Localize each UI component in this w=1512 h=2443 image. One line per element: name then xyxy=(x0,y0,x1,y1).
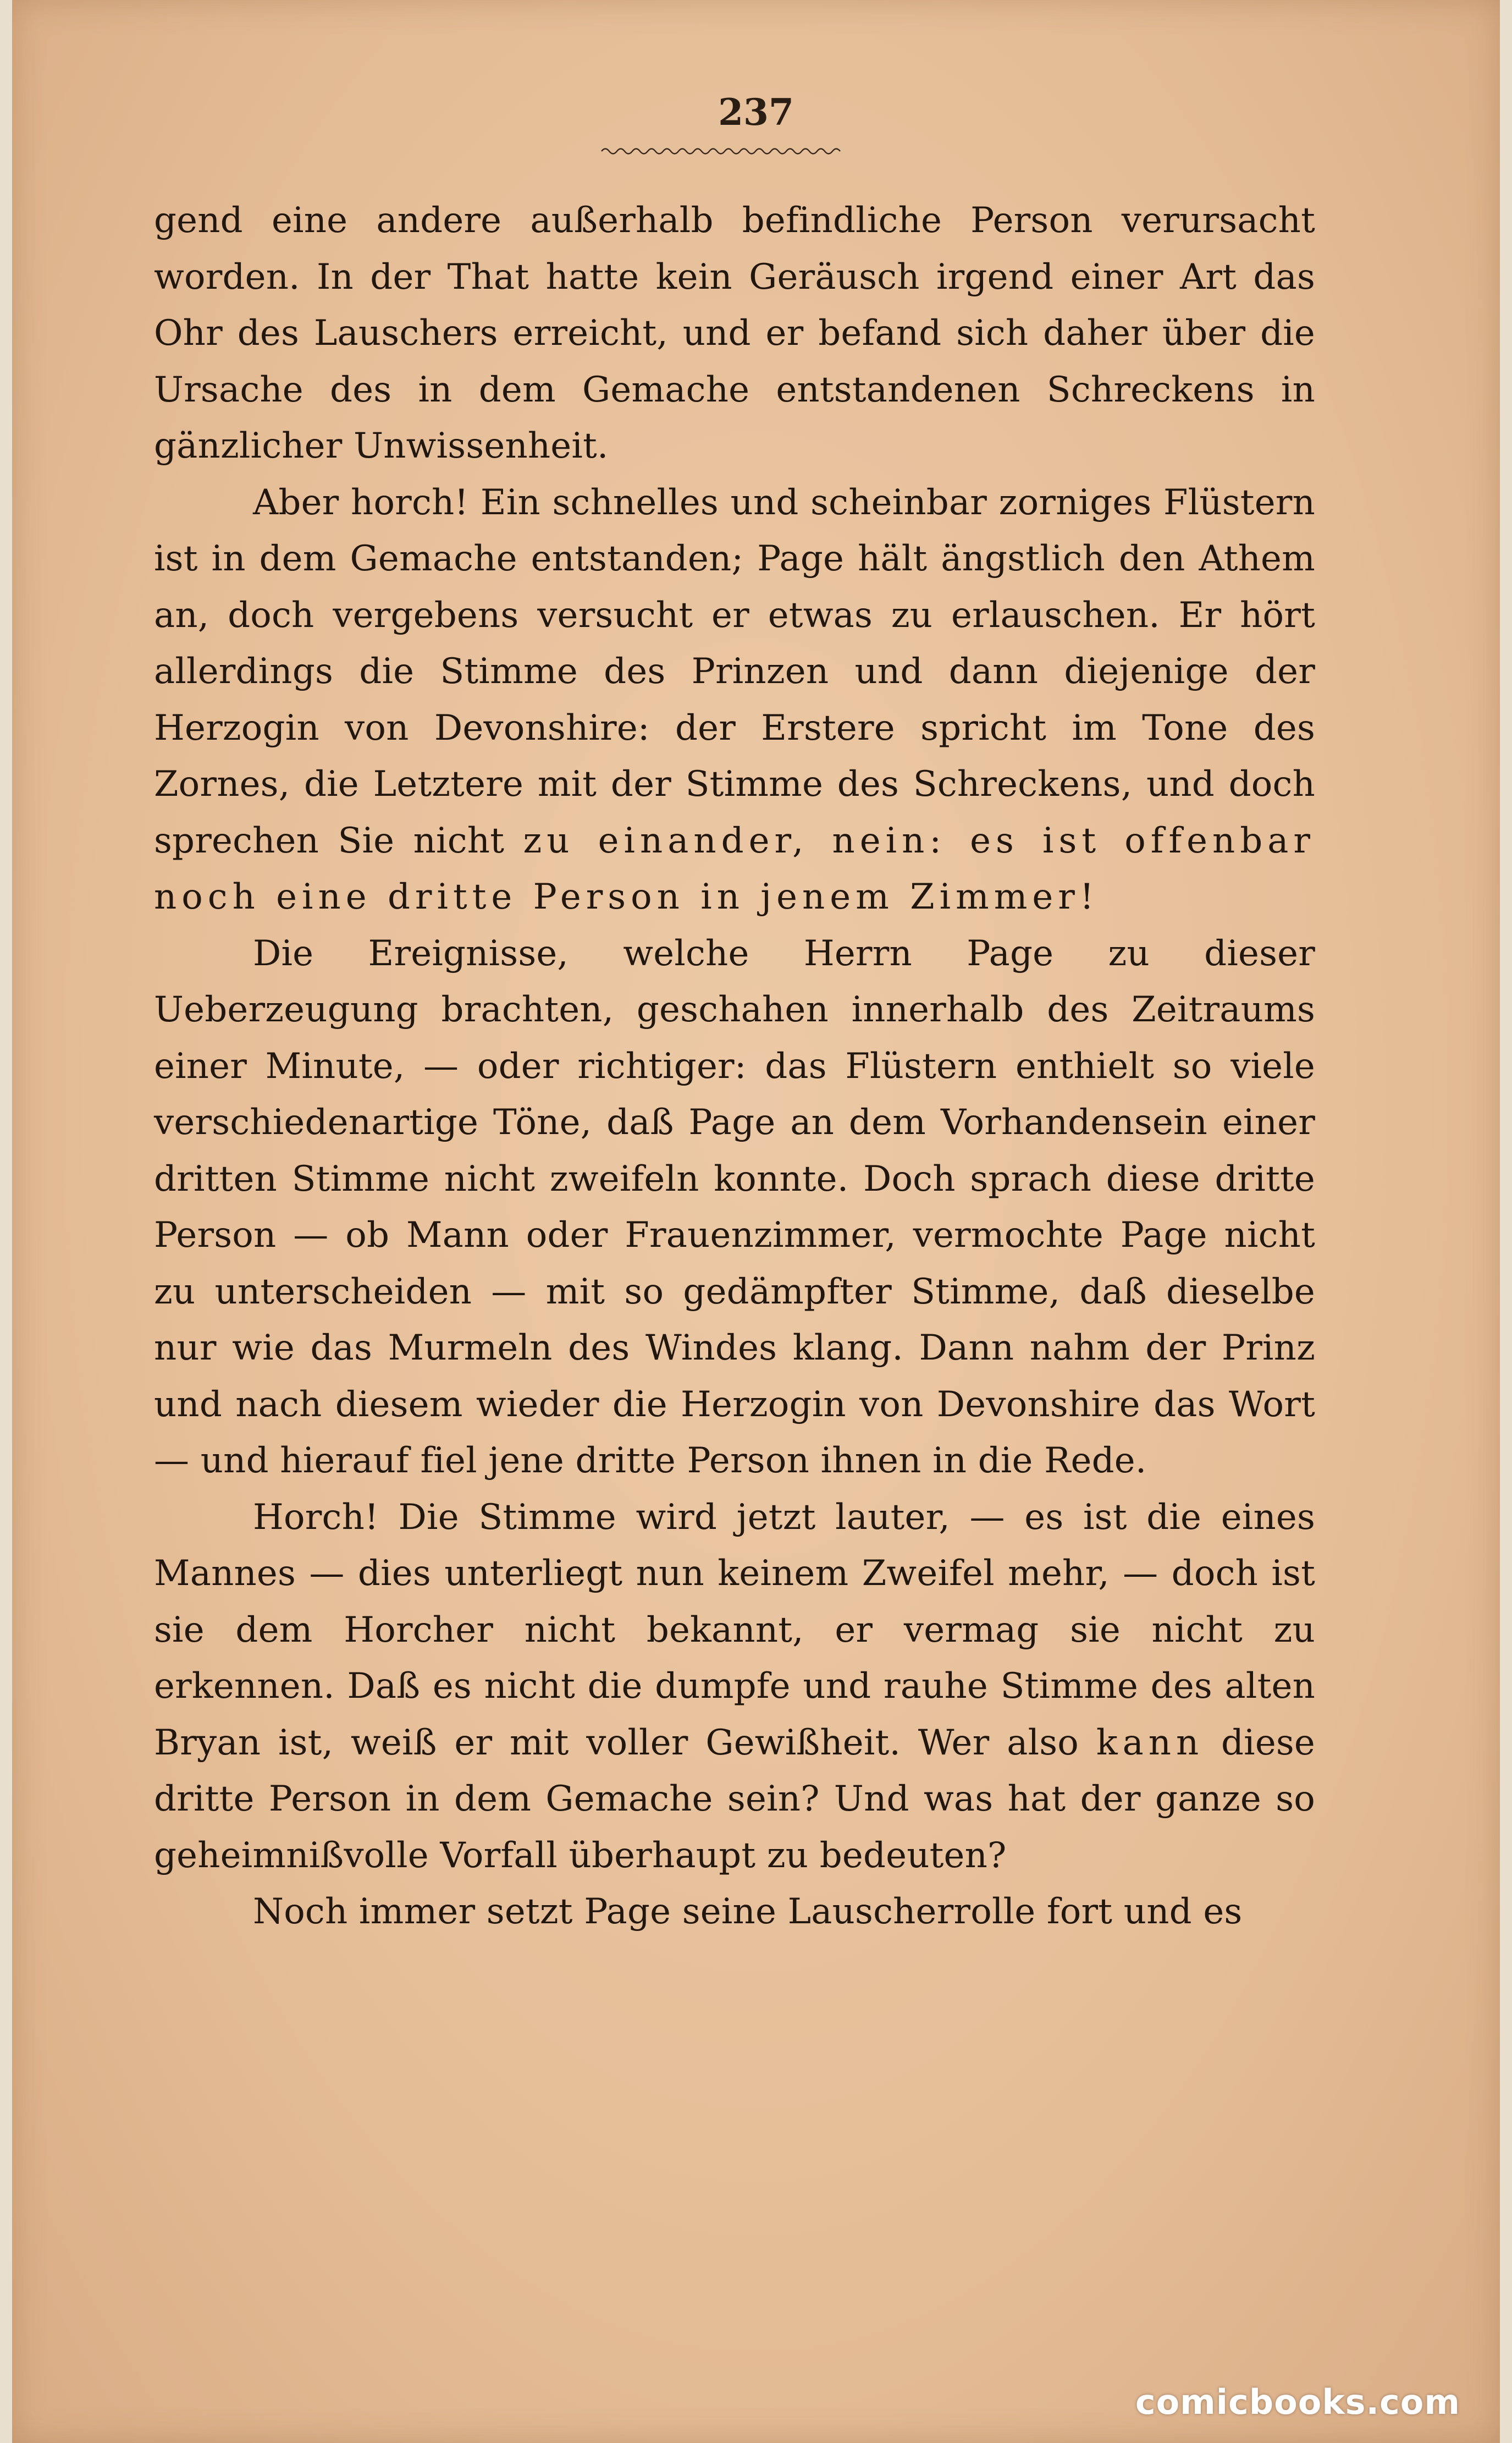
paragraph-text: Die Ereignisse, welche Herrn Page zu dieser Ueberzeugung brachten, geschahen innerhalb des Zeitraums einer Minute, — oder richtiger: das Flüstern enthielt so viele verschiedenartige Töne, daß Page an dem Vorhandensein einer dritten Stimme nicht zweifeln konnte. Doch sprach diese dritte Person — ob Mann oder Frauenzimmer, vermochte Page nicht zu unterscheiden — mit so gedämpfter Stimme, daß dieselbe nur wie das Murmeln des Windes klang. Dann nahm der Prinz und nach diesem wieder die Herzogin von Devonshire das Wort — und hierauf fiel jene dritte Person ihnen in die Rede. xyxy=(154,933,1315,1481)
paragraph-text: gend eine andere außerhalb befindliche Person verursacht worden. In der That hatte kein Geräusch irgend einer Art das Ohr des Lauschers erreicht, und er befand sich daher über die Ursache des in dem Gemache entstandenen Schreckens in gänzlicher Unwissenheit. xyxy=(154,200,1315,466)
paragraph xyxy=(154,1884,1315,1940)
paragraph-text: Noch immer setzt Page seine Lauscherrolle fort und es xyxy=(253,1891,1243,1932)
site-watermark: comicbooks.com xyxy=(1135,2382,1460,2422)
paragraph-text: Aber horch! Ein schnelles und scheinbar zorniges Flüstern ist in dem Gemache entstanden; Page hält ängstlich den Athem an, doch vergebens versucht er etwas zu erlauschen. Er hört allerdings die Stimme des Prinzen und dann diejenige der Herzogin von Devonshire: der Erstere spricht im Tone des Zornes, die Letztere mit der Stimme des Schreckens, und doch sprechen Sie nicht xyxy=(154,482,1315,861)
paragraph xyxy=(154,1489,1315,1884)
emphasized-text: zu einander, nein: es ist offenbar noch eine dritte Person in jenem Zimmer! xyxy=(154,820,1315,917)
paragraph-text: diese dritte Person in dem Gemache sein? Und was hat der ganze so geheimnißvolle Vorfall überhaupt zu bedeuten? xyxy=(154,1722,1316,1876)
paragraph xyxy=(154,475,1315,926)
body-text xyxy=(154,192,1315,1940)
decorative-rule xyxy=(599,144,841,158)
book-page xyxy=(12,0,1500,2443)
paragraph xyxy=(154,926,1315,1489)
page-number: 237 xyxy=(718,91,794,134)
paragraph-text: Horch! Die Stimme wird jetzt lauter, — es ist die eines Mannes — dies unterliegt nun keinem Zweifel mehr, — doch ist sie dem Horcher nicht bekannt, er vermag sie nicht zu erkennen. Daß es nicht die dumpfe und rauhe Stimme des alten Bryan ist, weiß er mit voller Gewißheit. Wer also xyxy=(154,1496,1315,1763)
paragraph xyxy=(154,192,1315,475)
emphasized-text: kann xyxy=(1096,1722,1204,1763)
